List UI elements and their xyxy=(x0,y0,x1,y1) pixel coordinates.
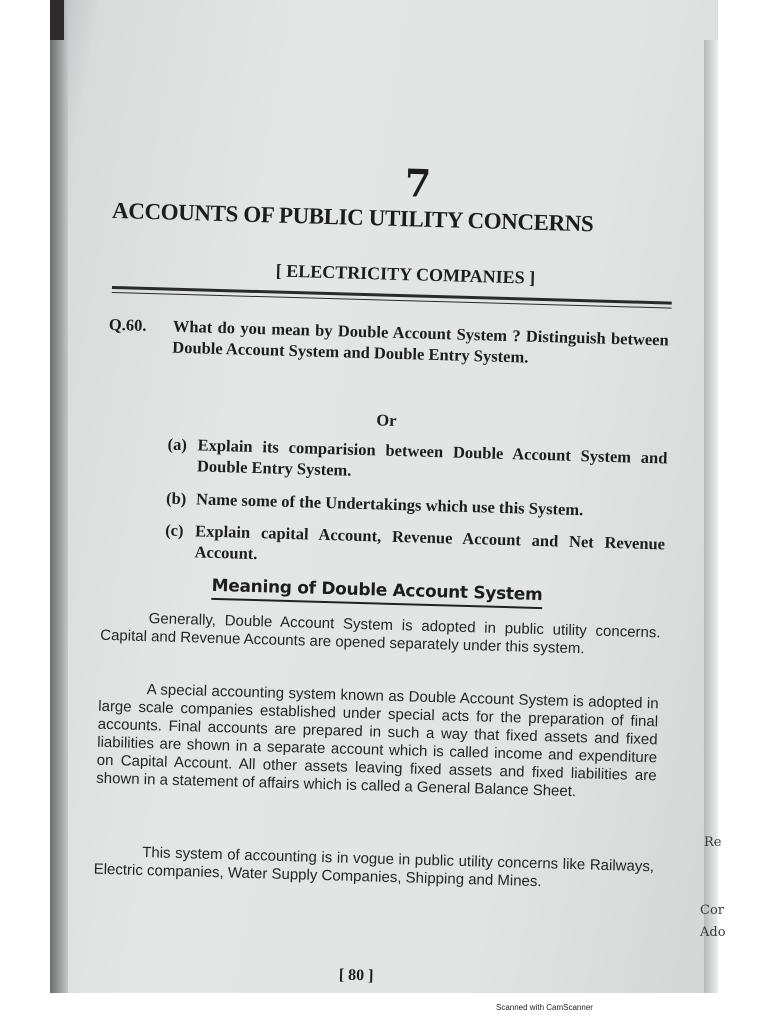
paragraph-3: This system of accounting is in vogue in public utility concerns like Railways, Electric companies, Water Supply Companies, Shipping and Mines. xyxy=(93,844,655,891)
sub-question-c xyxy=(164,520,666,564)
or-label: Or xyxy=(376,410,397,430)
book-page xyxy=(90,0,757,1010)
paragraph-1: Generally, Double Account System is adopted in public utility concerns. Capital and Revenue Accounts are opened separately under this system. xyxy=(100,610,661,658)
sub-question-label: (a) xyxy=(167,434,188,455)
sub-question-text: Explain capital Account, Revenue Account and Net Revenue Account. xyxy=(194,521,666,564)
sub-question-label: (b) xyxy=(165,488,187,509)
question-number: Q.60. xyxy=(108,314,147,335)
sub-question-label: (c) xyxy=(164,520,184,541)
chapter-subtitle: [ ELECTRICITY COMPANIES ] xyxy=(275,260,536,288)
sub-question-a xyxy=(167,434,668,480)
chapter-number: 7 xyxy=(404,160,432,206)
margin-fragment: Cor xyxy=(700,903,724,918)
question-text: What do you mean by Double Account System ? Distinguish between Double Account System and Double Entry System. xyxy=(172,316,669,367)
chapter-title: ACCOUNTS OF PUBLIC UTILITY CONCERNS xyxy=(111,197,594,237)
question-block xyxy=(108,314,669,367)
page-photo xyxy=(50,0,726,993)
margin-fragment: Re xyxy=(704,835,722,850)
scanner-watermark: Scanned with CamScanner xyxy=(496,1003,593,1012)
sub-question-b xyxy=(165,488,666,520)
sub-question-text: Name some of the Undertakings which use this System. xyxy=(195,489,584,520)
page-number: [ 80 ] xyxy=(338,966,374,985)
margin-fragment: Ado xyxy=(700,925,726,940)
paragraph-2: A special accounting system known as Double Account System is adopted in large scale companies established under special acts for the preparation of final accounts. Final accounts are prepared in such a way that fixed assets and fixed liabilities are shown in a separate account which is called income and expenditure on Capital Account. All other assets leaving fixed assets and fixed liabilities are shown in a statement of affairs which is called a General Balance Sheet. xyxy=(96,681,659,801)
sub-question-text: Explain its comparision between Double Account System and Double Entry System. xyxy=(196,435,668,480)
book-spine-edge xyxy=(50,0,68,993)
section-heading: Meaning of Double Account System xyxy=(211,576,542,609)
